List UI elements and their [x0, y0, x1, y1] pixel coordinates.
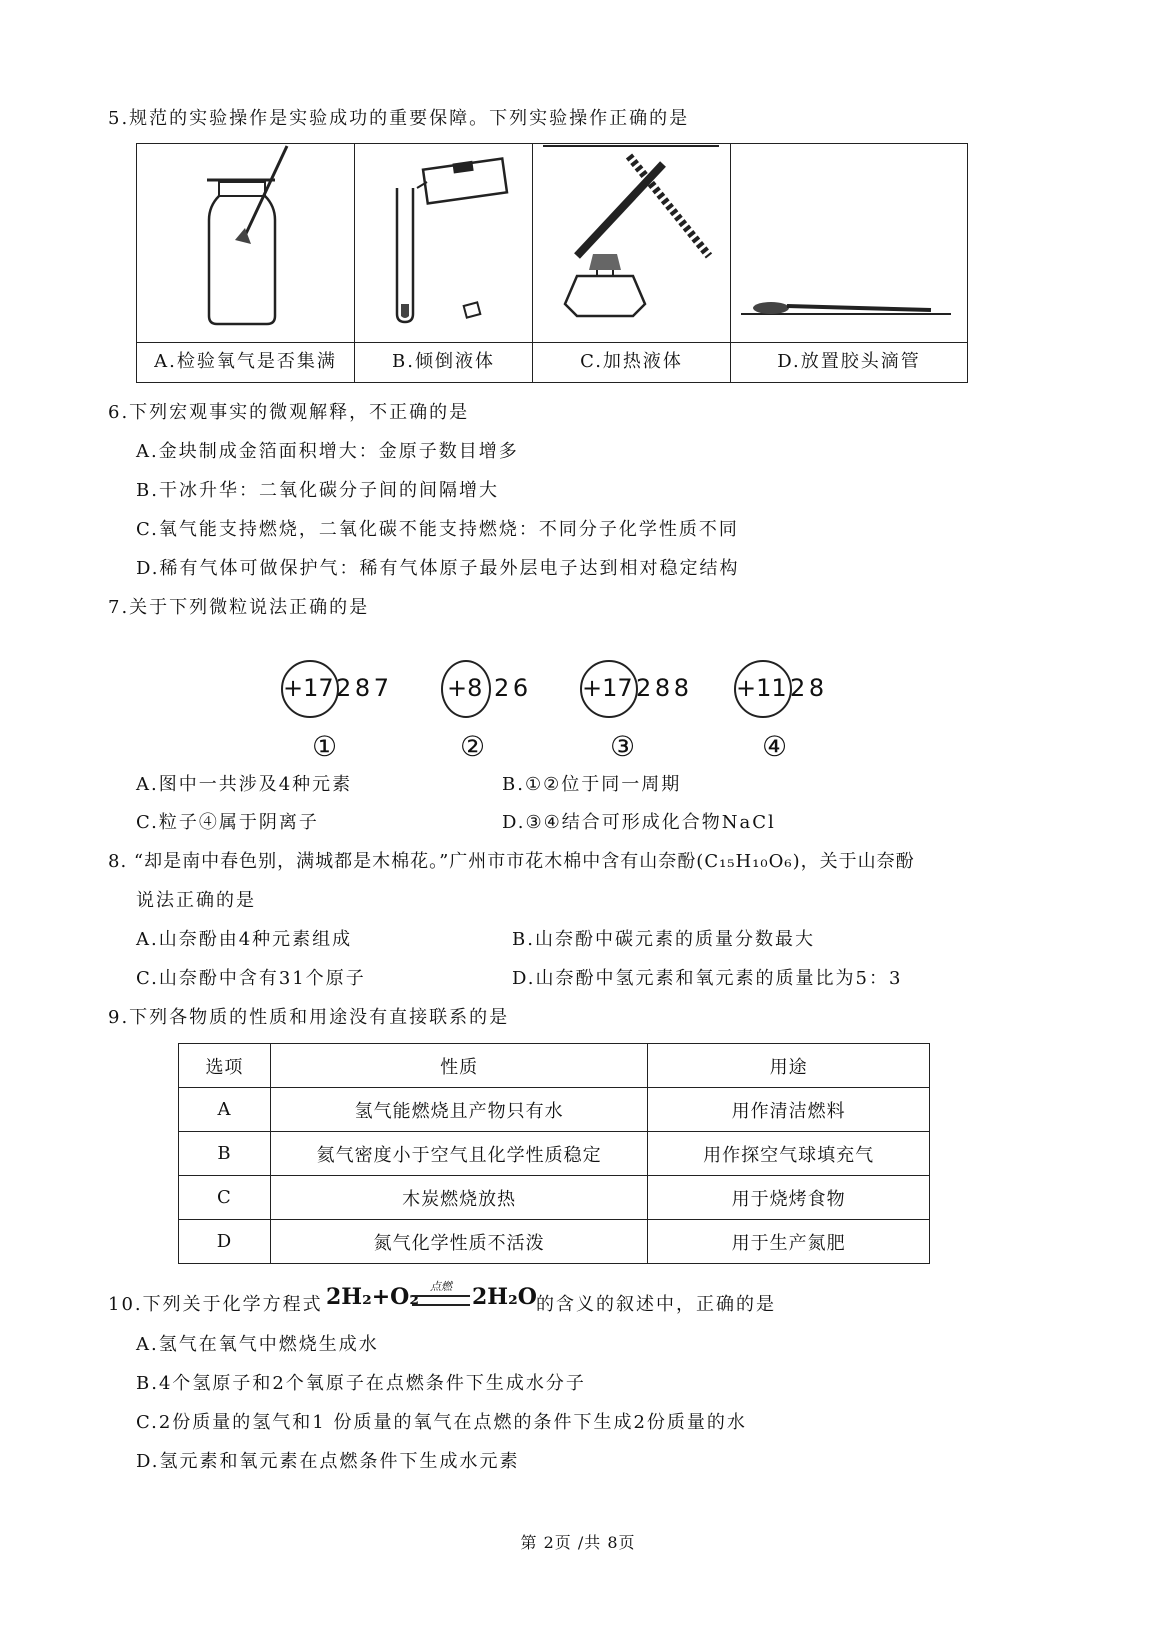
table-row [179, 1132, 930, 1176]
q5-option-a: A.检验氧气是否集满 [154, 351, 337, 372]
row-use: 用作探空气球填充气 [648, 1132, 930, 1176]
row-property: 氢气能燃烧且产物只有水 [270, 1088, 647, 1132]
row-option: D [179, 1220, 271, 1264]
row-use: 用作清洁燃料 [648, 1088, 930, 1132]
header-property: 性质 [270, 1044, 647, 1088]
electron-shells: 2 6 [494, 674, 527, 702]
equation-equals-sign [412, 1295, 470, 1306]
particle-label: ④ [762, 730, 788, 763]
q9-stem: 9.下列各物质的性质和用途没有直接联系的是 [108, 1007, 510, 1028]
row-property: 氦气密度小于空气且化学性质稳定 [270, 1132, 647, 1176]
q6-option-a: A.金块制成金箔面积增大：金原子数目增多 [136, 441, 519, 462]
q7-option-a: A.图中一共涉及4种元素 [136, 774, 353, 795]
q10-stem-pre: 10.下列关于化学方程式 [108, 1294, 323, 1315]
heating-liquid-figure [533, 144, 730, 343]
header-option: 选项 [179, 1044, 271, 1088]
equation-products: 2H₂O [472, 1284, 537, 1310]
row-use: 用于生产氮肥 [648, 1220, 930, 1264]
row-property: 木炭燃烧放热 [270, 1176, 647, 1220]
electron-shells: 2 8 7 [336, 674, 388, 702]
q5-cell-c [533, 144, 731, 382]
nucleus-charge: +17 [283, 674, 334, 702]
particle-label: ③ [610, 730, 636, 763]
q7-option-b: B.①②位于同一周期 [502, 774, 682, 795]
q6-option-d: D.稀有气体可做保护气：稀有气体原子最外层电子达到相对稳定结构 [136, 558, 740, 579]
q8-stem-line2: 说法正确的是 [136, 890, 256, 911]
q10-stem-post: 的含义的叙述中，正确的是 [536, 1294, 776, 1315]
q5-cell-d [731, 144, 967, 382]
page-footer: 第 2页 /共 8页 [520, 1533, 636, 1552]
nucleus-charge: +11 [736, 674, 787, 702]
q7-option-c: C.粒子④属于阴离子 [136, 812, 319, 833]
q8-option-a: A.山奈酚由4种元素组成 [136, 929, 353, 950]
electron-shells: 2 8 8 [636, 674, 688, 702]
row-property: 氮气化学性质不活泼 [270, 1220, 647, 1264]
q8-option-d: D.山奈酚中氢元素和氧元素的质量比为5：3 [512, 968, 903, 989]
q6-option-c: C.氧气能支持燃烧，二氧化碳不能支持燃烧：不同分子化学性质不同 [136, 519, 739, 540]
q8-option-b: B.山奈酚中碳元素的质量分数最大 [512, 929, 815, 950]
q10-option-b: B.4个氢原子和2个氧原子在点燃条件下生成水分子 [136, 1373, 586, 1394]
table-row [179, 1176, 930, 1220]
q5-cell-a [137, 144, 355, 382]
header-use: 用途 [648, 1044, 930, 1088]
row-use: 用于烧烤食物 [648, 1176, 930, 1220]
q5-cell-b [355, 144, 533, 382]
q5-figure-table [136, 143, 968, 383]
q6-option-b: B.干冰升华：二氧化碳分子间的间隔增大 [136, 480, 499, 501]
q10-option-c: C.2份质量的氢气和1 份质量的氧气在点燃的条件下生成2份质量的水 [136, 1412, 747, 1433]
q5-option-b: B.倾倒液体 [392, 351, 495, 372]
particle-label: ② [460, 730, 486, 763]
q10-option-a: A.氢气在氧气中燃烧生成水 [136, 1334, 379, 1355]
q7-option-d: D.③④结合可形成化合物NaCl [502, 812, 776, 833]
nucleus-charge: +8 [447, 674, 483, 702]
q6-stem: 6.下列宏观事实的微观解释，不正确的是 [108, 402, 470, 423]
table-row [179, 1220, 930, 1264]
equation-reactants: 2H₂+O₂ [326, 1284, 419, 1310]
table-row [179, 1088, 930, 1132]
electron-shells: 2 8 [790, 674, 823, 702]
pouring-liquid-figure [355, 144, 532, 343]
q7-stem: 7.关于下列微粒说法正确的是 [108, 597, 370, 618]
row-option: C [179, 1176, 271, 1220]
q5-option-c: C.加热液体 [580, 351, 683, 372]
q5-option-d: D.放置胶头滴管 [777, 351, 921, 372]
q10-option-d: D.氢元素和氧元素在点燃条件下生成水元素 [136, 1451, 520, 1472]
nucleus-charge: +17 [582, 674, 633, 702]
q9-table [178, 1043, 930, 1264]
q5-stem: 5.规范的实验操作是实验成功的重要保障。下列实验操作正确的是 [108, 108, 690, 129]
dropper-figure [731, 144, 967, 343]
q8-option-c: C.山奈酚中含有31个原子 [136, 968, 366, 989]
gas-bottle-figure [137, 144, 354, 343]
q8-stem-line1: 8. “却是南中春色别，满城都是木棉花。”广州市市花木棉中含有山奈酚(C₁₅H₁₀O₆)，关于山奈酚 [108, 851, 915, 872]
particle-label: ① [312, 730, 338, 763]
row-option: B [179, 1132, 271, 1176]
equation-condition: 点燃 [430, 1280, 452, 1293]
row-option: A [179, 1088, 271, 1132]
table-header-row [179, 1044, 930, 1088]
